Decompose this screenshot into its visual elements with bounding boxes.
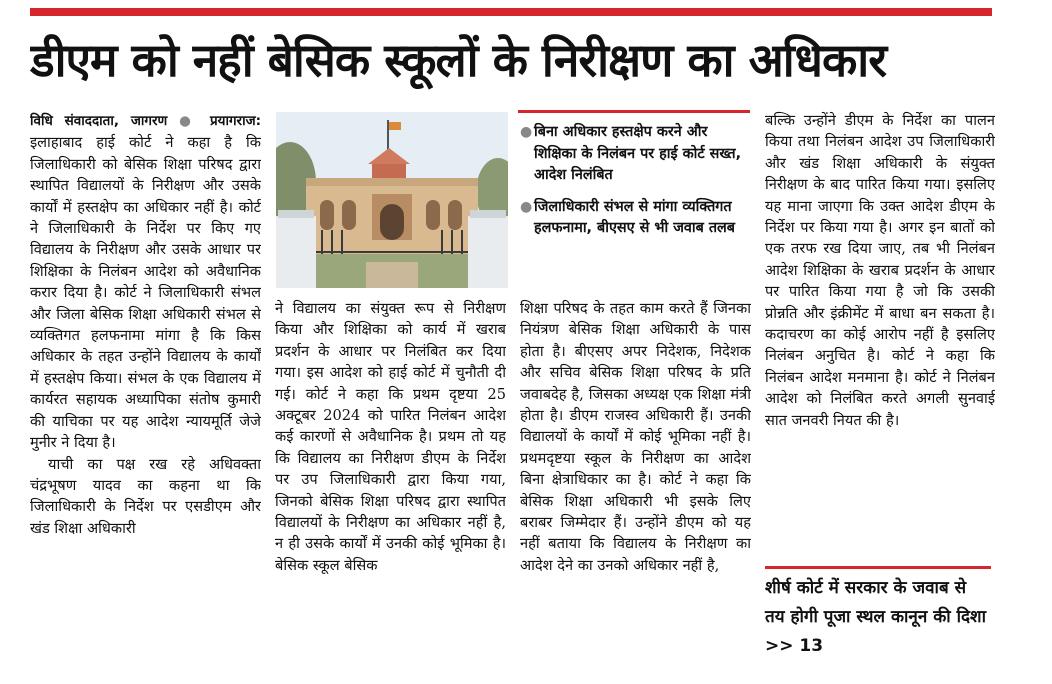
highlights-rule [518,110,750,113]
article-column-1 [30,110,261,684]
article-column-2 [275,298,506,684]
column-3-text: शिक्षा परिषद के तहत काम करते हैं जिनका नियंत्रण बेसिक शिक्षा अधिकारी के पास होता है। बीएसए अपर निदेशक, निदेशक और सचिव बेसिक शिक्षा परिषद के प्रति जवाबदेह है, जिसका अध्यक्ष एक शिक्षा मंत्री होता है। डीएम राजस्व अधिकारी हैं। उनकी विद्यालयों के कार्यों में कोई भूमिका नहीं है। प्रथमदृष्टया स्कूल के निरीक्षण का आदेश बिना क्षेत्राधिकार का है। कोर्ट ने कहा कि बेसिक शिक्षा अधिकारी भी इसके लिए बराबर जिम्मेदार हैं। उन्होंने डीएम को यह नहीं बताया कि विद्यालय के निरीक्षण का आदेश देने का उनको अधिकार नहीं है, [520,300,751,574]
column-4-text: बल्कि उन्होंने डीएम के निर्देश का पालन किया तथा निलंबन आदेश उप जिलाधिकारी और खंड शिक्षा अधिकारी के संयुक्त निरीक्षण के बाद पारित किया गया। इसलिए यह माना जाएगा कि उक्त आदेश डीएम के निर्देश पर किया गया है। अगर इन बातों को एक तरफ रख दिया जाए, तब भी निलंबन आदेश शिक्षिका के खराब प्रदर्शन के आधार पर पारित किया गया है जो कि उसकी प्रोन्नति और इंक्रीमेंट में बाधा बन सकता है। कदाचरण का कोई आरोप नहीं है इसलिए निलंबन अनुचित है। कोर्ट ने कहा कि निलंबन आदेश मनमाना है। कोर्ट ने निलंबन आदेश को निलंबित करते अगली सुनवाई सात जनवरी नियत की है। [765,112,995,429]
highlight-item [520,197,752,240]
byline-reporter: विधि संवाददाता, जागरण [30,113,168,129]
byline [30,113,261,129]
teaser-rule [765,566,991,569]
headline: डीएम को नहीं बेसिक स्कूलों के निरीक्षण का अधिकार [30,33,887,87]
high-court-photo [276,112,508,288]
article-paragraph-1 [30,110,261,454]
related-story-teaser[interactable] [765,574,991,661]
bullet-dot-icon: ● [520,198,533,215]
article-column-4 [765,110,995,560]
top-accent-bar [30,8,992,16]
teaser-text: शीर्ष कोर्ट में सरकार के जवाब से तय होगी पूजा स्थल कानून की दिशा [765,578,986,627]
teaser-page-ref: >> 13 [765,636,824,656]
highlights-box [520,122,752,250]
highlight-text: जिलाधिकारी संभल से मांगा व्यक्तिगत हलफनामा, बीएसए से भी जवाब तलब [534,198,736,236]
bullet-dot-icon: ● [520,124,533,140]
article-paragraph-2: याची का पक्ष रख रहे अधिवक्ता चंद्रभूषण यादव का कहना था कि जिलाधिकारी के निर्देश पर एसडीएम और खंड शिक्षा अधिकारी [30,455,261,537]
column-2-text: ने विद्यालय का संयुक्त रूप से निरीक्षण किया और शिक्षिका को कार्य में खराब प्रदर्शन के आधार पर निलंबित कर दिया गया। इस आदेश को हाई कोर्ट में चुनौती दी गई। कोर्ट ने कहा कि प्रथम दृष्टया 25 अक्टूबर 2024 को पारित निलंबन आदेश कई कारणों से अवैधानिक है। प्रथम तो यह कि विद्यालय का निरीक्षण डीएम के निर्देश पर उप जिलाधिकारी द्वारा किया गया, जिनको बेसिक शिक्षा परिषद द्वारा स्थापित विद्यालयों के निरीक्षण का अधिकार नहीं है, न ही उसके कार्यों में उनकी कोई भूमिका है। बेसिक स्कूल बेसिक [275,300,506,574]
paragraph-1-text: इलाहाबाद हाई कोर्ट ने कहा है कि जिलाधिकारी को बेसिक शिक्षा परिषद द्वारा स्थापित विद्यालयों के निरीक्षण और उसके कार्यों में हस्तक्षेप का अधिकार नहीं है। कोर्ट ने जिलाधिकारी के निर्देश पर किए गए विद्यालय के निरीक्षण और उसके आधार पर शिक्षिका के निलंबन आदेश को अवैधानिक करार दिया है। कोर्ट ने जिलाधिकारी संभल और जिला बेसिक शिक्षा अधिकारी संभल से व्यक्तिगत हलफनामा मांगा है कि किस अधिकार के तहत उन्होंने विद्यालय के कार्यों में हस्तक्षेप किया। संभल के एक विद्यालय में कार्यरत सहायक अध्यापिका संतोष कुमारी की याचिका पर यह आदेश न्यायमूर्ति जेजे मुनीर ने दिया है। [30,134,261,452]
article-column-3 [520,298,751,684]
byline-dot-icon: ● [179,113,199,129]
high-court-building-image [276,112,508,288]
highlight-text: बिना अधिकार हस्तक्षेप करने और शिक्षिका के निलंबन पर हाई कोर्ट सख्त, आदेश निलंबित [534,124,742,183]
highlight-item [520,122,752,187]
byline-place: प्रयागराज: [209,113,261,129]
